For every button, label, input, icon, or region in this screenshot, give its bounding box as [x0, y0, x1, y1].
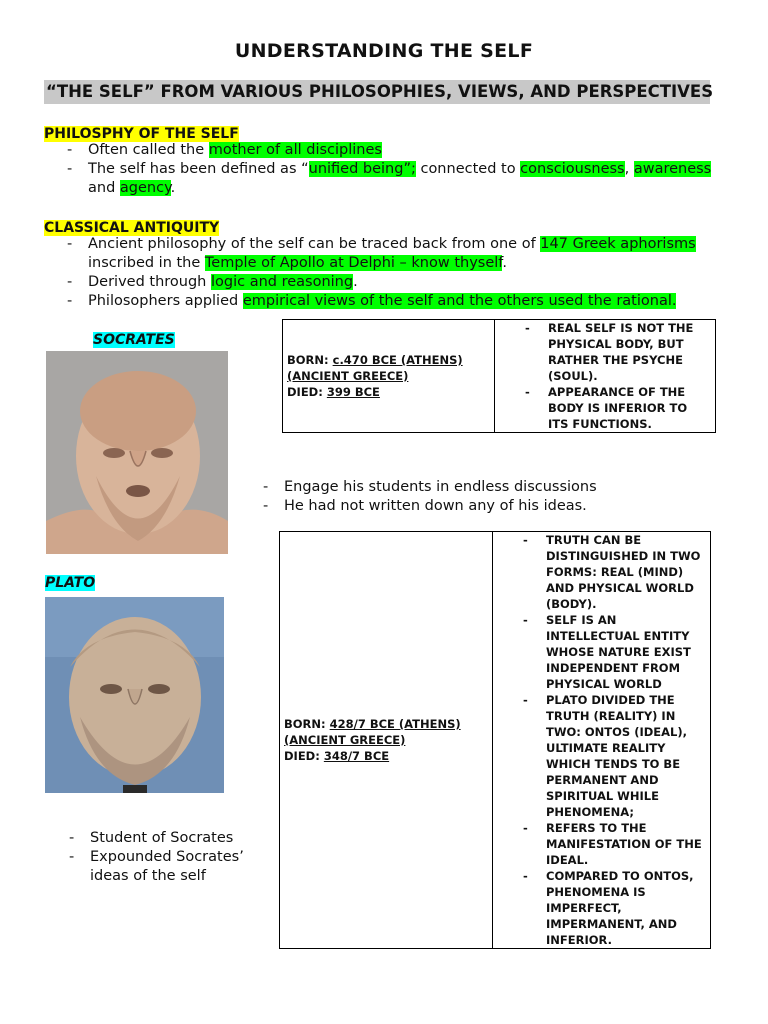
document-subtitle: “THE SELF” FROM VARIOUS PHILOSOPHIES, VIEWS, AND PERSPECTIVES: [44, 80, 710, 104]
list-item: - REFERS TO THE MANIFESTATION OF THE IDEAL.: [497, 820, 706, 868]
list-item: - Derived through logic and reasoning.: [44, 273, 744, 292]
classical-section: [44, 217, 219, 236]
socrates-notes: [240, 478, 660, 516]
plato-life-cell: BORN: 428/7 BCE (ATHENS) (ANCIENT GREECE) DIED: 348/7 BCE: [280, 532, 493, 949]
socrates-life-cell: BORN: c.470 BCE (ATHENS) (ANCIENT GREECE) DIED: 399 BCE: [283, 320, 495, 433]
list-item: - Ancient philosophy of the self can be traced back from one of 147 Greek aphorisms inscribed in the Temple of Apollo at Delphi – know thyself.: [44, 235, 744, 273]
plato-notes: [46, 829, 256, 886]
list-item: - Student of Socrates: [46, 829, 256, 848]
classical-heading: CLASSICAL ANTIQUITY: [44, 220, 220, 236]
plato-info-table: [279, 531, 711, 949]
list-item: - PLATO DIVIDED THE TRUTH (REALITY) IN TWO: ONTOS (IDEAL), ULTIMATE REALITY WHICH TENDS TO BE PERMANENT AND SPIRITUAL WHILE PHENOMENA;: [497, 692, 706, 820]
list-item: - Expounded Socrates’ ideas of the self: [46, 848, 256, 886]
plato-bust-image: [45, 597, 224, 793]
socrates-bust-image: [46, 351, 228, 554]
list-item: - Engage his students in endless discussions: [240, 478, 660, 497]
list-item: - Often called the mother of all disciplines: [44, 141, 724, 160]
socrates-facts-cell: [495, 320, 716, 433]
document-title: UNDERSTANDING THE SELF: [234, 40, 534, 62]
classical-bullets: [44, 235, 744, 311]
list-item: - REAL SELF IS NOT THE PHYSICAL BODY, BUT RATHER THE PSYCHE (SOUL).: [499, 320, 711, 384]
list-item: - TRUTH CAN BE DISTINGUISHED IN TWO FORMS: REAL (MIND) AND PHYSICAL WORLD (BODY).: [497, 532, 706, 612]
socrates-info-table: [282, 319, 716, 433]
list-item: - The self has been defined as “unified being”; connected to consciousness, awareness and agency.: [44, 160, 724, 198]
plato-heading: PLATO: [45, 575, 96, 591]
philosophy-heading: PHILOSPHY OF THE SELF: [44, 126, 239, 142]
socrates-heading: SOCRATES: [93, 332, 175, 348]
plato-facts-cell: [493, 532, 711, 949]
list-item: - SELF IS AN INTELLECTUAL ENTITY WHOSE NATURE EXIST INDEPENDENT FROM PHYSICAL WORLD: [497, 612, 706, 692]
list-item: - APPEARANCE OF THE BODY IS INFERIOR TO ITS FUNCTIONS.: [499, 384, 711, 432]
philosophy-bullets: [44, 141, 724, 198]
philosophy-section: [44, 123, 239, 142]
list-item: - COMPARED TO ONTOS, PHENOMENA IS IMPERFECT, IMPERMANENT, AND INFERIOR.: [497, 868, 706, 948]
list-item: - Philosophers applied empirical views of the self and the others used the rational.: [44, 292, 744, 311]
list-item: - He had not written down any of his ideas.: [240, 497, 660, 516]
